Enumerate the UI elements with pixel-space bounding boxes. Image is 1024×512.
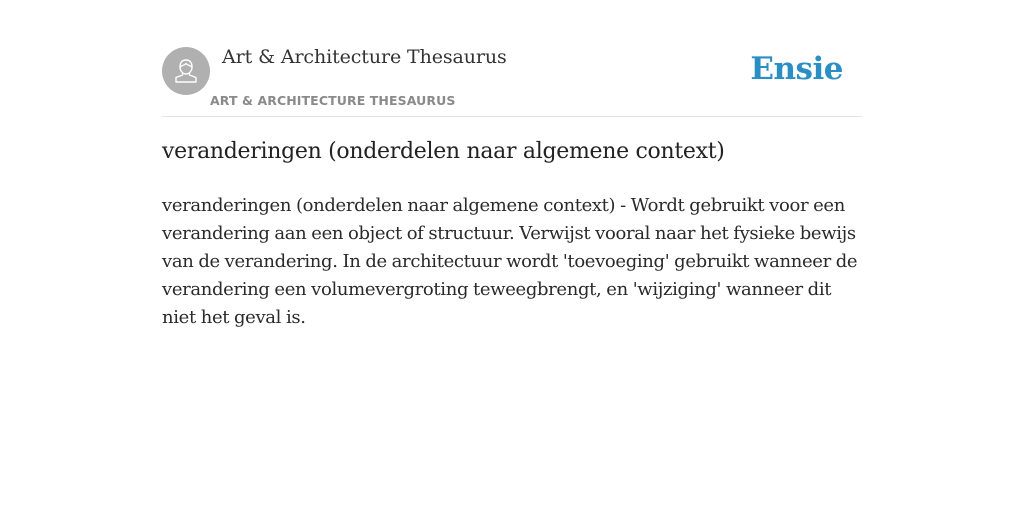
- entry-body: veranderingen (onderdelen naar algemene context) - Wordt gebruikt voor een verandering aan een object of structuur. Verwijst vooral naar het fysieke bewijs van de verandering. In de architectuur wordt 'toevoeging' gebruikt wanneer de verandering een volumevergroting teweegbrengt, en 'wijziging' wanneer dit niet het geval is.: [162, 195, 858, 328]
- author-source[interactable]: ART & ARCHITECTURE THESAURUS: [210, 93, 456, 108]
- user-icon: [171, 56, 201, 86]
- entry-title: veranderingen (onderdelen naar algemene context): [162, 139, 725, 164]
- author-header: [162, 46, 862, 117]
- brand-logo[interactable]: Ensie: [750, 51, 843, 87]
- author-name[interactable]: Art & Architecture Thesaurus: [222, 46, 507, 68]
- avatar[interactable]: [162, 47, 210, 95]
